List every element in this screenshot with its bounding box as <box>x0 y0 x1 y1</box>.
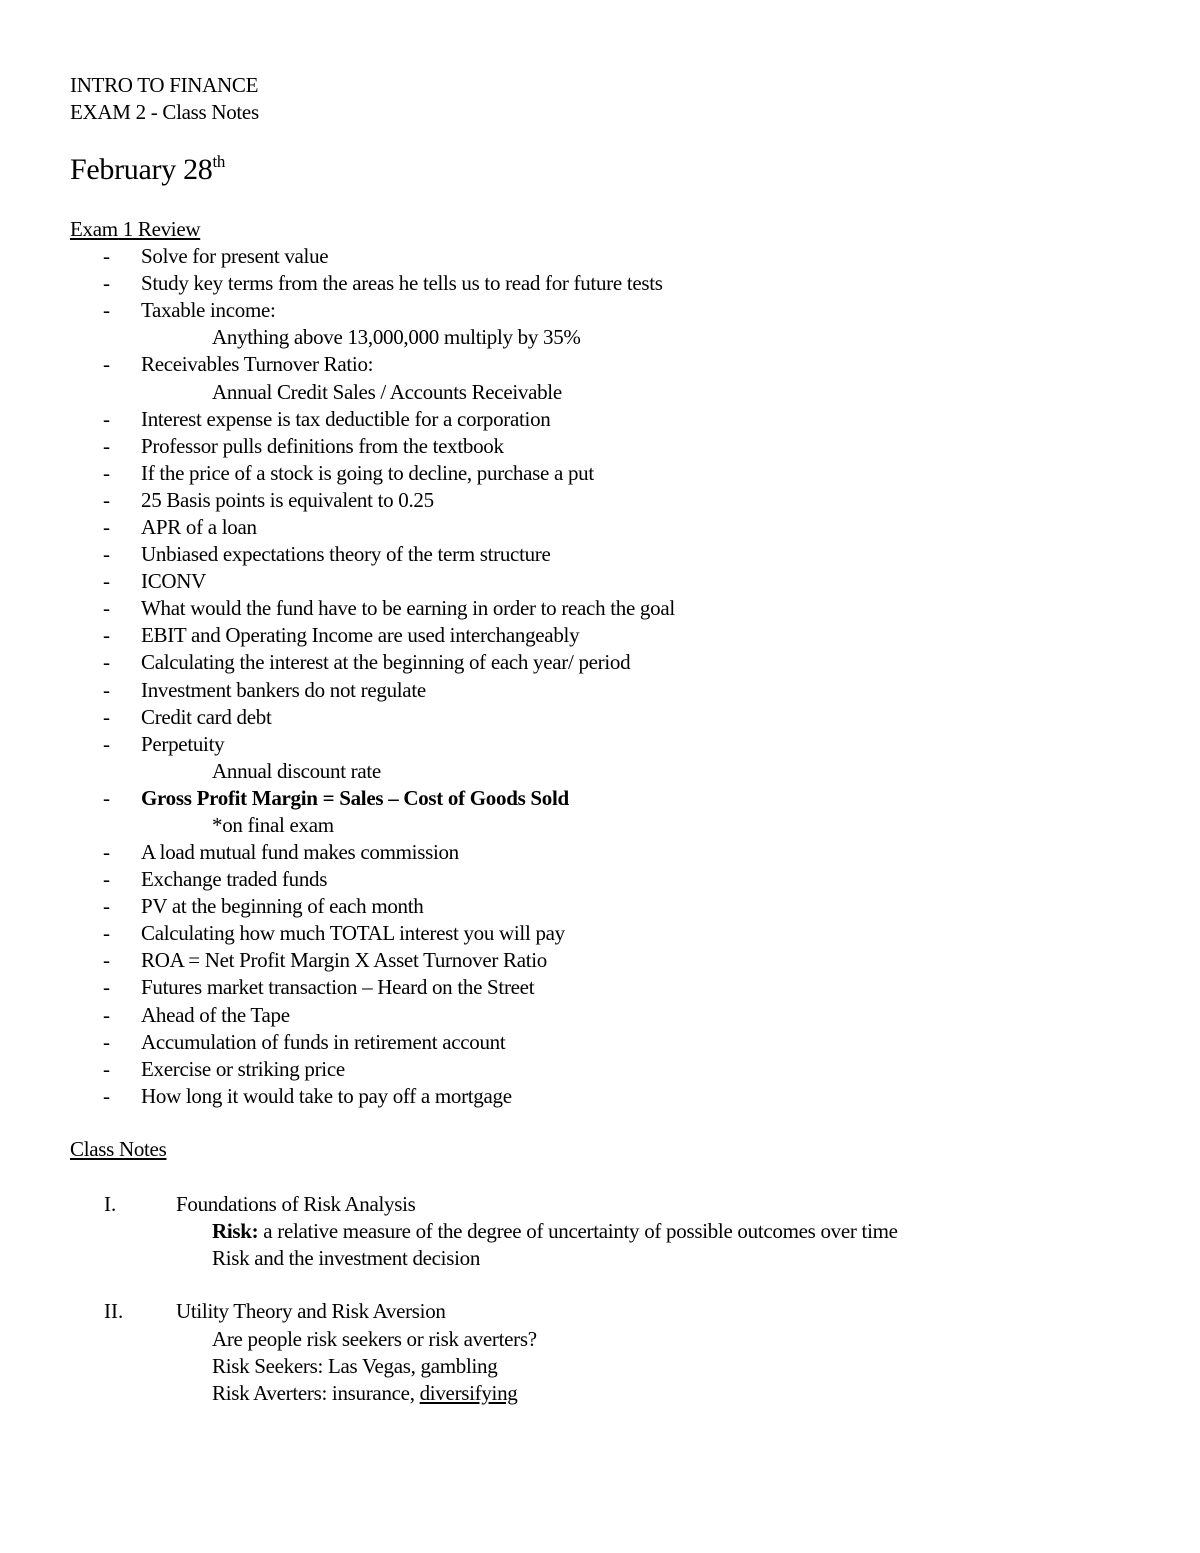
bullet-dash: - <box>103 678 110 702</box>
list-item: PV at the beginning of each month <box>141 894 424 918</box>
list-subitem: *on final exam <box>212 813 334 837</box>
list-item: Calculating how much TOTAL interest you will pay <box>141 921 565 945</box>
bullet-dash: - <box>103 298 110 322</box>
list-item: 25 Basis points is equivalent to 0.25 <box>141 488 434 512</box>
bullet-dash: - <box>103 786 110 810</box>
bullet-dash: - <box>103 1003 110 1027</box>
underlined-term: diversifying <box>419 1381 518 1405</box>
list-subitem: Annual discount rate <box>212 759 381 783</box>
bullet-dash: - <box>103 1030 110 1054</box>
note-text: Risk Averters: insurance, <box>212 1381 420 1405</box>
roman-numeral: I. <box>104 1192 117 1216</box>
definition-line <box>212 1219 898 1243</box>
bullet-dash: - <box>103 623 110 647</box>
list-item: Ahead of the Tape <box>141 1003 290 1027</box>
bullet-dash: - <box>103 840 110 864</box>
date-text: February 28 <box>70 153 213 186</box>
term-label: Risk: <box>212 1219 259 1243</box>
list-subitem: Anything above 13,000,000 multiply by 35% <box>212 325 581 349</box>
list-item: Exercise or striking price <box>141 1057 345 1081</box>
bullet-dash: - <box>103 542 110 566</box>
list-item: Interest expense is tax deductible for a corporation <box>141 407 551 431</box>
list-item: ICONV <box>141 569 206 593</box>
bullet-dash: - <box>103 705 110 729</box>
date-heading <box>70 152 225 188</box>
list-item: Exchange traded funds <box>141 867 328 891</box>
section-title: Utility Theory and Risk Aversion <box>176 1299 446 1323</box>
bullet-dash: - <box>103 515 110 539</box>
bullet-dash: - <box>103 271 110 295</box>
bullet-dash: - <box>103 407 110 431</box>
list-item: ROA = Net Profit Margin X Asset Turnover Ratio <box>141 948 548 972</box>
bullet-dash: - <box>103 894 110 918</box>
bullet-dash: - <box>103 732 110 756</box>
list-subitem: Annual Credit Sales / Accounts Receivable <box>212 380 562 404</box>
definition-text: a relative measure of the degree of uncertainty of possible outcomes over time <box>258 1219 898 1243</box>
bullet-dash: - <box>103 948 110 972</box>
list-item: Solve for present value <box>141 244 329 268</box>
list-item: What would the fund have to be earning in order to reach the goal <box>141 596 675 620</box>
bullet-dash: - <box>103 650 110 674</box>
list-item: How long it would take to pay off a mortgage <box>141 1084 512 1108</box>
bullet-dash: - <box>103 352 110 376</box>
list-item: Study key terms from the areas he tells us to read for future tests <box>141 271 663 295</box>
list-item: Professor pulls definitions from the textbook <box>141 434 504 458</box>
list-item: Calculating the interest at the beginning of each year/ period <box>141 650 631 674</box>
note-line <box>212 1381 518 1405</box>
bullet-dash: - <box>103 975 110 999</box>
bullet-dash: - <box>103 596 110 620</box>
bullet-dash: - <box>103 867 110 891</box>
class-notes-heading: Class Notes <box>70 1137 167 1161</box>
list-item: A load mutual fund makes commission <box>141 840 459 864</box>
note-line: Risk and the investment decision <box>212 1246 481 1270</box>
bullet-dash: - <box>103 1057 110 1081</box>
list-item: EBIT and Operating Income are used interchangeably <box>141 623 580 647</box>
bullet-dash: - <box>103 488 110 512</box>
bullet-dash: - <box>103 461 110 485</box>
list-item: Futures market transaction – Heard on the Street <box>141 975 535 999</box>
list-item: Unbiased expectations theory of the term structure <box>141 542 551 566</box>
bullet-dash: - <box>103 921 110 945</box>
list-item: APR of a loan <box>141 515 257 539</box>
course-title: INTRO TO FINANCE <box>70 73 259 97</box>
list-item: Accumulation of funds in retirement account <box>141 1030 506 1054</box>
note-line: Are people risk seekers or risk averters? <box>212 1327 537 1351</box>
list-item-formula: Gross Profit Margin = Sales – Cost of Goods Sold <box>141 786 569 810</box>
bullet-dash: - <box>103 569 110 593</box>
list-item: Taxable income: <box>141 298 276 322</box>
document-subtitle: EXAM 2 - Class Notes <box>70 100 259 124</box>
list-item: Credit card debt <box>141 705 272 729</box>
list-item: Receivables Turnover Ratio: <box>141 352 374 376</box>
list-item: Perpetuity <box>141 732 225 756</box>
section-title: Foundations of Risk Analysis <box>176 1192 416 1216</box>
bullet-dash: - <box>103 434 110 458</box>
date-superscript: th <box>212 152 226 171</box>
note-line: Risk Seekers: Las Vegas, gambling <box>212 1354 498 1378</box>
bullet-dash: - <box>103 244 110 268</box>
list-item: If the price of a stock is going to decline, purchase a put <box>141 461 594 485</box>
roman-numeral: II. <box>104 1299 124 1323</box>
review-heading: Exam 1 Review <box>70 217 201 241</box>
bullet-dash: - <box>103 1084 110 1108</box>
list-item: Investment bankers do not regulate <box>141 678 426 702</box>
